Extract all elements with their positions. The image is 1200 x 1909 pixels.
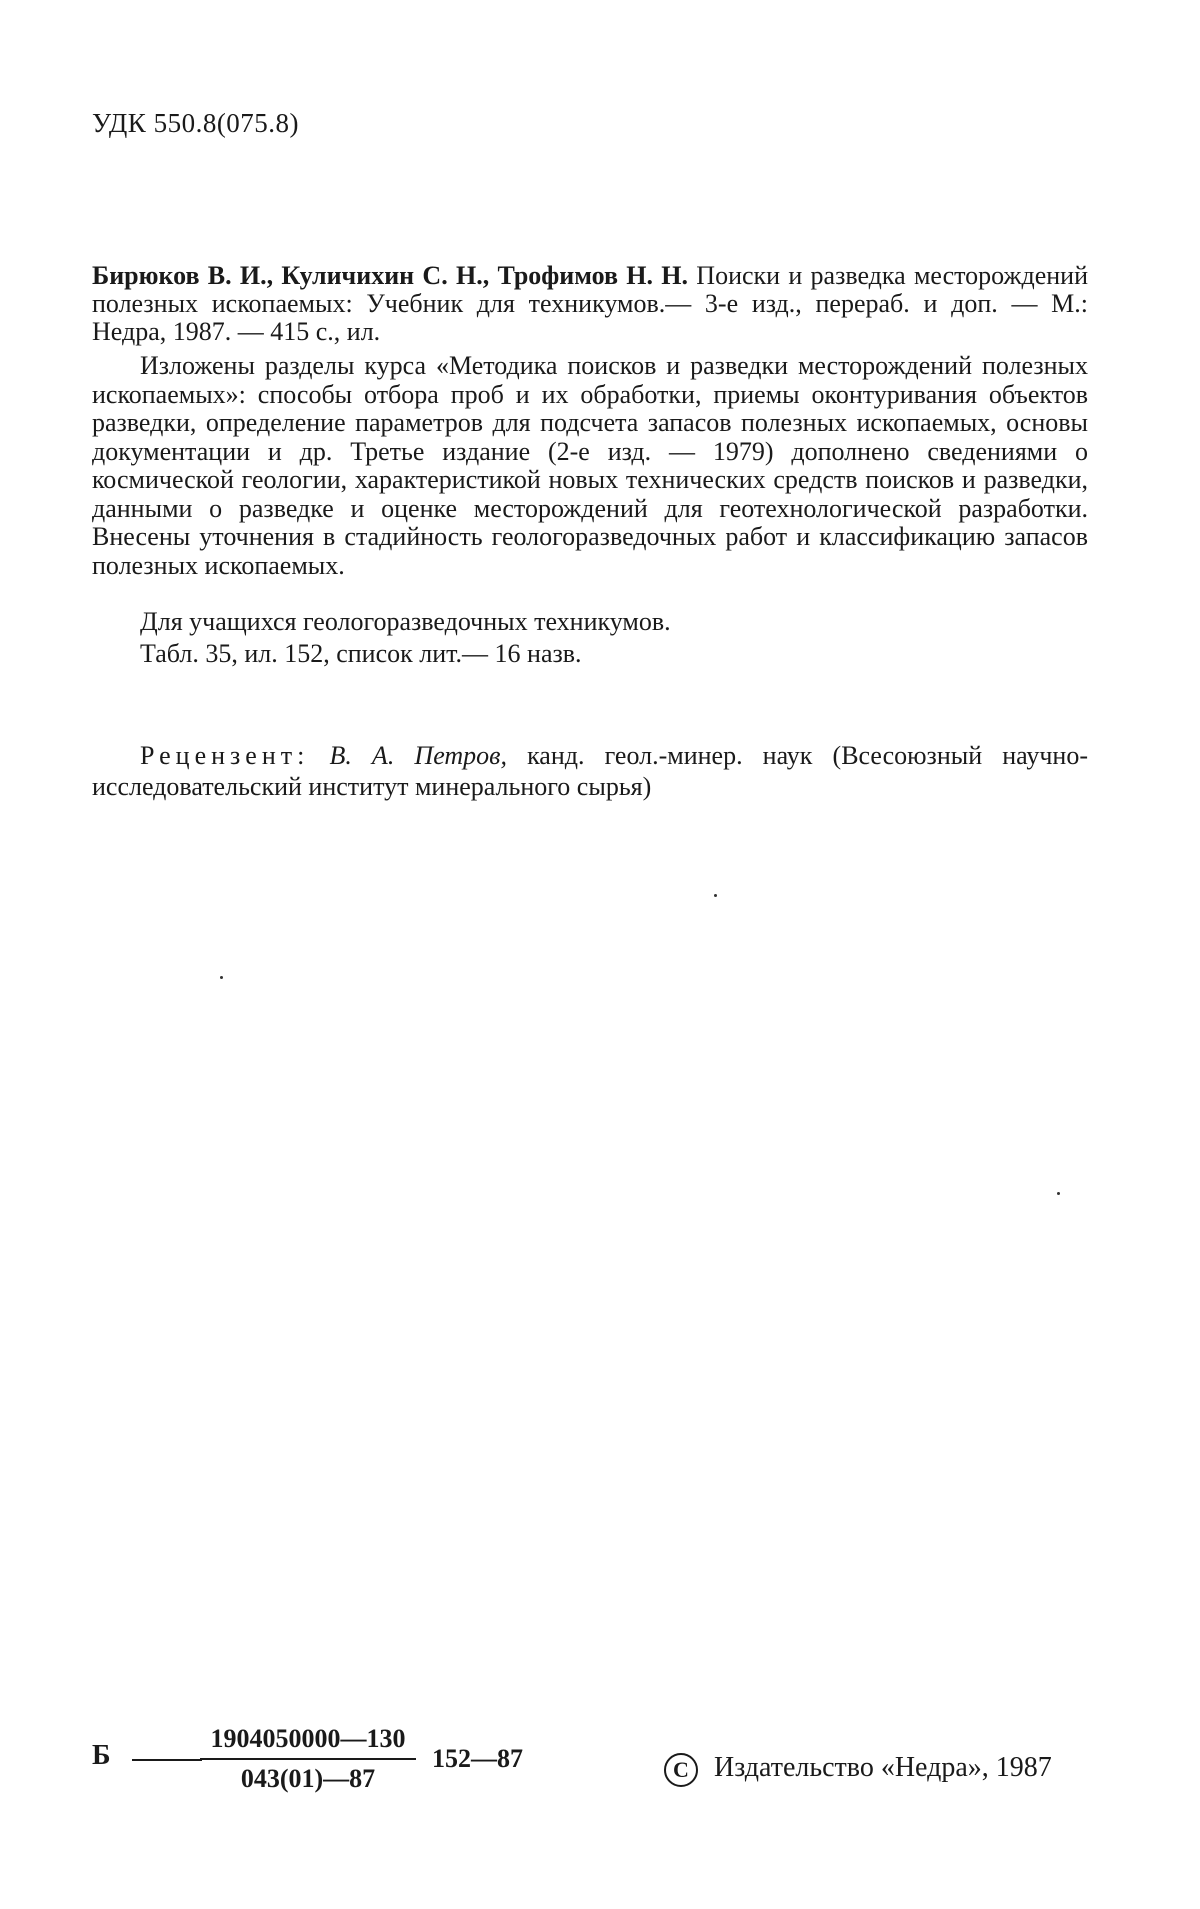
speck [714,894,717,897]
index-letter: Б [92,1740,111,1771]
fraction-bar-left [132,1759,202,1761]
reviewer-details: канд. геол.-минер. наук (Всесоюзный научно-исследовательский институт минерального сырья) [92,741,1088,801]
speck [1057,1192,1060,1195]
reviewer-name: В. А. Петров, [329,741,507,770]
audience-note: Для учащихся геологоразведочных техникумов. [140,607,671,636]
index-numerator: 1904050000—130 [210,1724,406,1753]
abstract: Изложены разделы курса «Методика поисков и разведки месторождений полезных ископаемых»: способы отбора проб и их обработки, приемы оконтуривания объектов разведки, определение параметров для подсчета запасов полезных ископаемых, основы документации и др. Третье издание (2-е изд. — 1979) дополнено сведениями о космической геологии, характеристикой новых технических средств поисков и разведки, данными о разведке и оценке месторождений для геотехнологической разработки. Внесены уточнения в стадийность геологоразведочных работ и классификацию запасов полезных ископаемых. [92,351,1088,580]
udk-code: УДК 550.8(075.8) [92,108,300,138]
index-denominator: 043(01)—87 [240,1764,376,1793]
copyright-icon: С [664,1753,698,1787]
reviewer-label: Рецензент: [140,741,310,770]
reviewer [92,740,1088,802]
fraction-bar [200,1758,416,1760]
index-code: 152—87 [432,1744,523,1773]
copyright [664,1752,1052,1787]
authors: Бирюков В. И., Куличихин С. Н., Трофимов Н. Н. [92,261,689,290]
tables-note: Табл. 35, ил. 152, список лит.— 16 назв. [140,639,582,668]
copyright-text: Издательство «Недра», 1987 [714,1752,1052,1783]
book-description: Поиски и разведка месторождений полезных ископаемых: Учебник для техникумов.— 3-е изд., перераб. и доп. — М.: Недра, 1987. — 415 с., ил. [92,261,1088,346]
speck [220,976,223,979]
bibliographic-record [92,262,1088,346]
index-fraction [200,1724,416,1794]
